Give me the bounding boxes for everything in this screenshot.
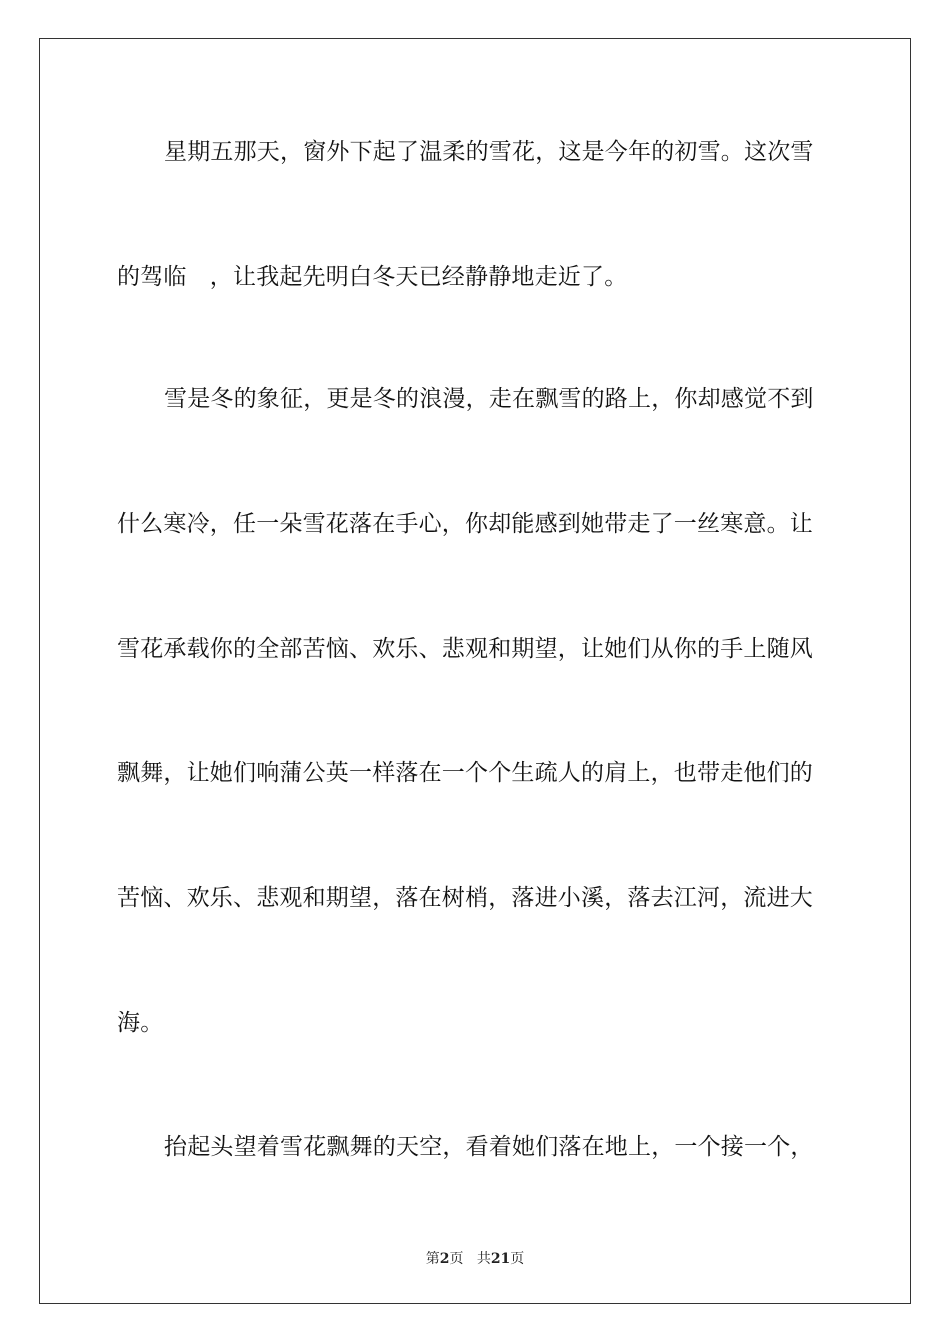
page-border — [39, 38, 911, 1304]
paragraph-2-line-5: 苦恼、欢乐、悲观和期望，落在树梢，落进小溪，落去江河，流进大 — [117, 885, 813, 911]
paragraph-1-line-1: 星期五那天，窗外下起了温柔的雪花，这是今年的初雪。这次雪 — [164, 139, 814, 165]
paragraph-2-line-6: 海。 — [117, 1010, 164, 1036]
paragraph-1-line-2: 的驾临 ，让我起先明白冬天已经静静地走近了。 — [117, 264, 628, 290]
footer-page-number: 2 — [439, 1251, 450, 1267]
paragraph-3-line-1: 抬起头望着雪花飘舞的天空，看着她们落在地上，一个接一个， — [164, 1134, 814, 1160]
footer-total-pages: 21 — [490, 1251, 511, 1267]
paragraph-2-line-2: 什么寒冷，任一朵雪花落在手心，你却能感到她带走了一丝寒意。让 — [117, 511, 813, 537]
page-footer — [0, 1248, 950, 1268]
footer-page-suffix: 页 — [449, 1251, 464, 1267]
footer-total-suffix: 页 — [510, 1251, 525, 1267]
paragraph-2-line-3: 雪花承载你的全部苦恼、欢乐、悲观和期望，让她们从你的手上随风 — [117, 636, 813, 662]
paragraph-2-line-1: 雪是冬的象征，更是冬的浪漫，走在飘雪的路上，你却感觉不到 — [164, 386, 814, 412]
footer-page-prefix: 第 — [425, 1251, 440, 1267]
paragraph-2-line-4: 飘舞，让她们响蒲公英一样落在一个个生疏人的肩上，也带走他们的 — [117, 760, 813, 786]
footer-total-prefix: 共 — [476, 1251, 491, 1267]
